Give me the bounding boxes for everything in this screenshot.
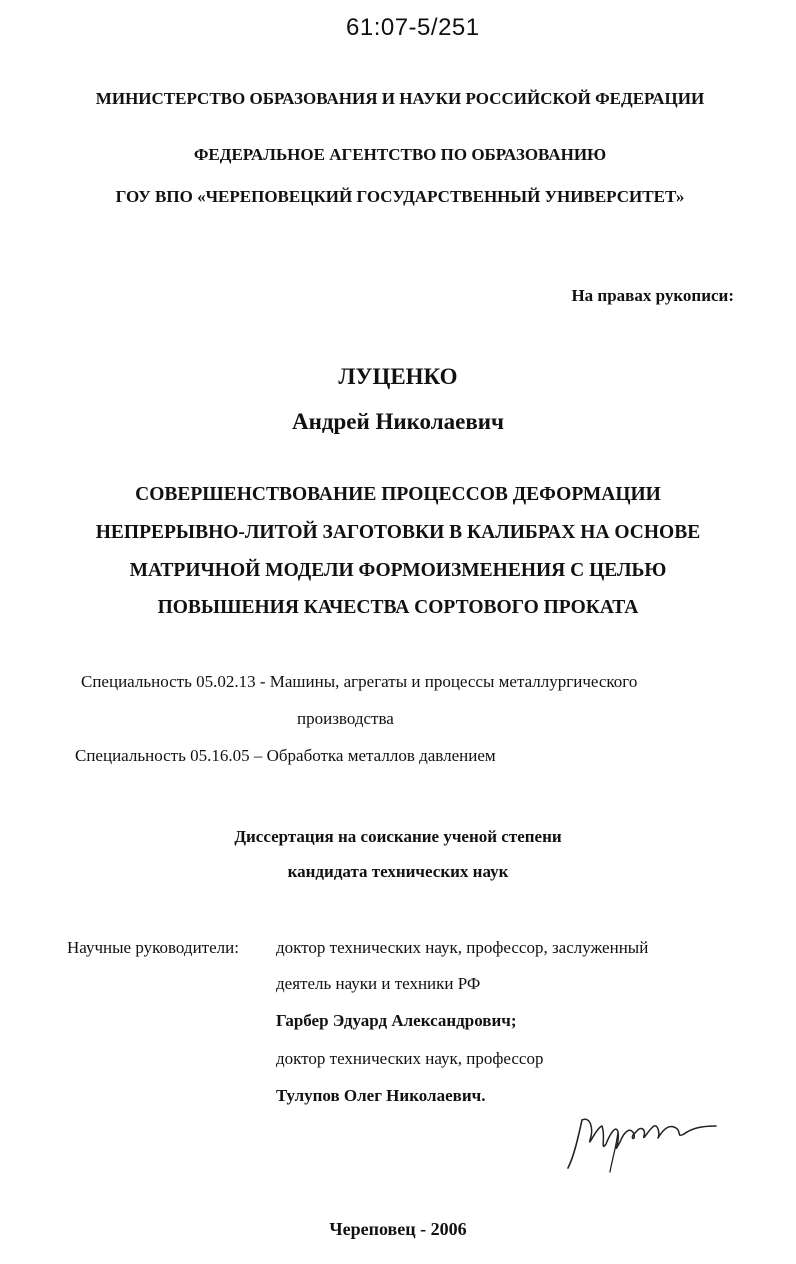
agency-heading: ФЕДЕРАЛЬНОЕ АГЕНТСТВО ПО ОБРАЗОВАНИЮ [193, 145, 607, 164]
title-line: НЕПРЕРЫВНО-ЛИТОЙ ЗАГОТОВКИ В КАЛИБРАХ НА ОСНОВЕ [95, 522, 701, 543]
supervisor-line: деятель науки и техники РФ [276, 974, 481, 993]
title-line: СОВЕРШЕНСТВОВАНИЕ ПРОЦЕССОВ ДЕФОРМАЦИИ [135, 484, 661, 505]
title-line: МАТРИЧНОЙ МОДЕЛИ ФОРМОИЗМЕНЕНИЯ С ЦЕЛЬЮ [129, 560, 667, 581]
supervisor-line: доктор технических наук, профессор [276, 1049, 544, 1068]
degree-line-2: кандидата технических наук [287, 862, 509, 881]
specialty-2: Специальность 05.16.05 – Обработка металлов давлением [75, 746, 496, 765]
supervisor-name: Гарбер Эдуард Александрович; [276, 1011, 517, 1030]
document-number: 61:07-5/251 [346, 14, 480, 41]
specialty-1: Специальность 05.02.13 - Машины, агрегаты и процессы металлургического [81, 672, 638, 691]
degree-line-1: Диссертация на соискание ученой степени [234, 827, 562, 846]
handwritten-signature [560, 1098, 730, 1178]
supervisor-line: доктор технических наук, профессор, заслуженный [276, 938, 649, 957]
manuscript-note: На правах рукописи: [571, 286, 734, 305]
supervisor-name: Тулупов Олег Николаевич. [276, 1086, 486, 1105]
author-surname: ЛУЦЕНКО [338, 364, 458, 389]
author-given-names: Андрей Николаевич [291, 409, 505, 434]
ministry-heading: МИНИСТЕРСТВО ОБРАЗОВАНИЯ И НАУКИ РОССИЙСКОЙ ФЕДЕРАЦИИ [95, 89, 705, 108]
university-heading: ГОУ ВПО «ЧЕРЕПОВЕЦКИЙ ГОСУДАРСТВЕННЫЙ УНИВЕРСИТЕТ» [115, 187, 685, 206]
specialty-1-continuation: производства [297, 709, 394, 728]
city-year: Череповец - 2006 [329, 1219, 467, 1239]
title-line: ПОВЫШЕНИЯ КАЧЕСТВА СОРТОВОГО ПРОКАТА [157, 597, 639, 618]
supervisors-label: Научные руководители: [67, 938, 239, 957]
